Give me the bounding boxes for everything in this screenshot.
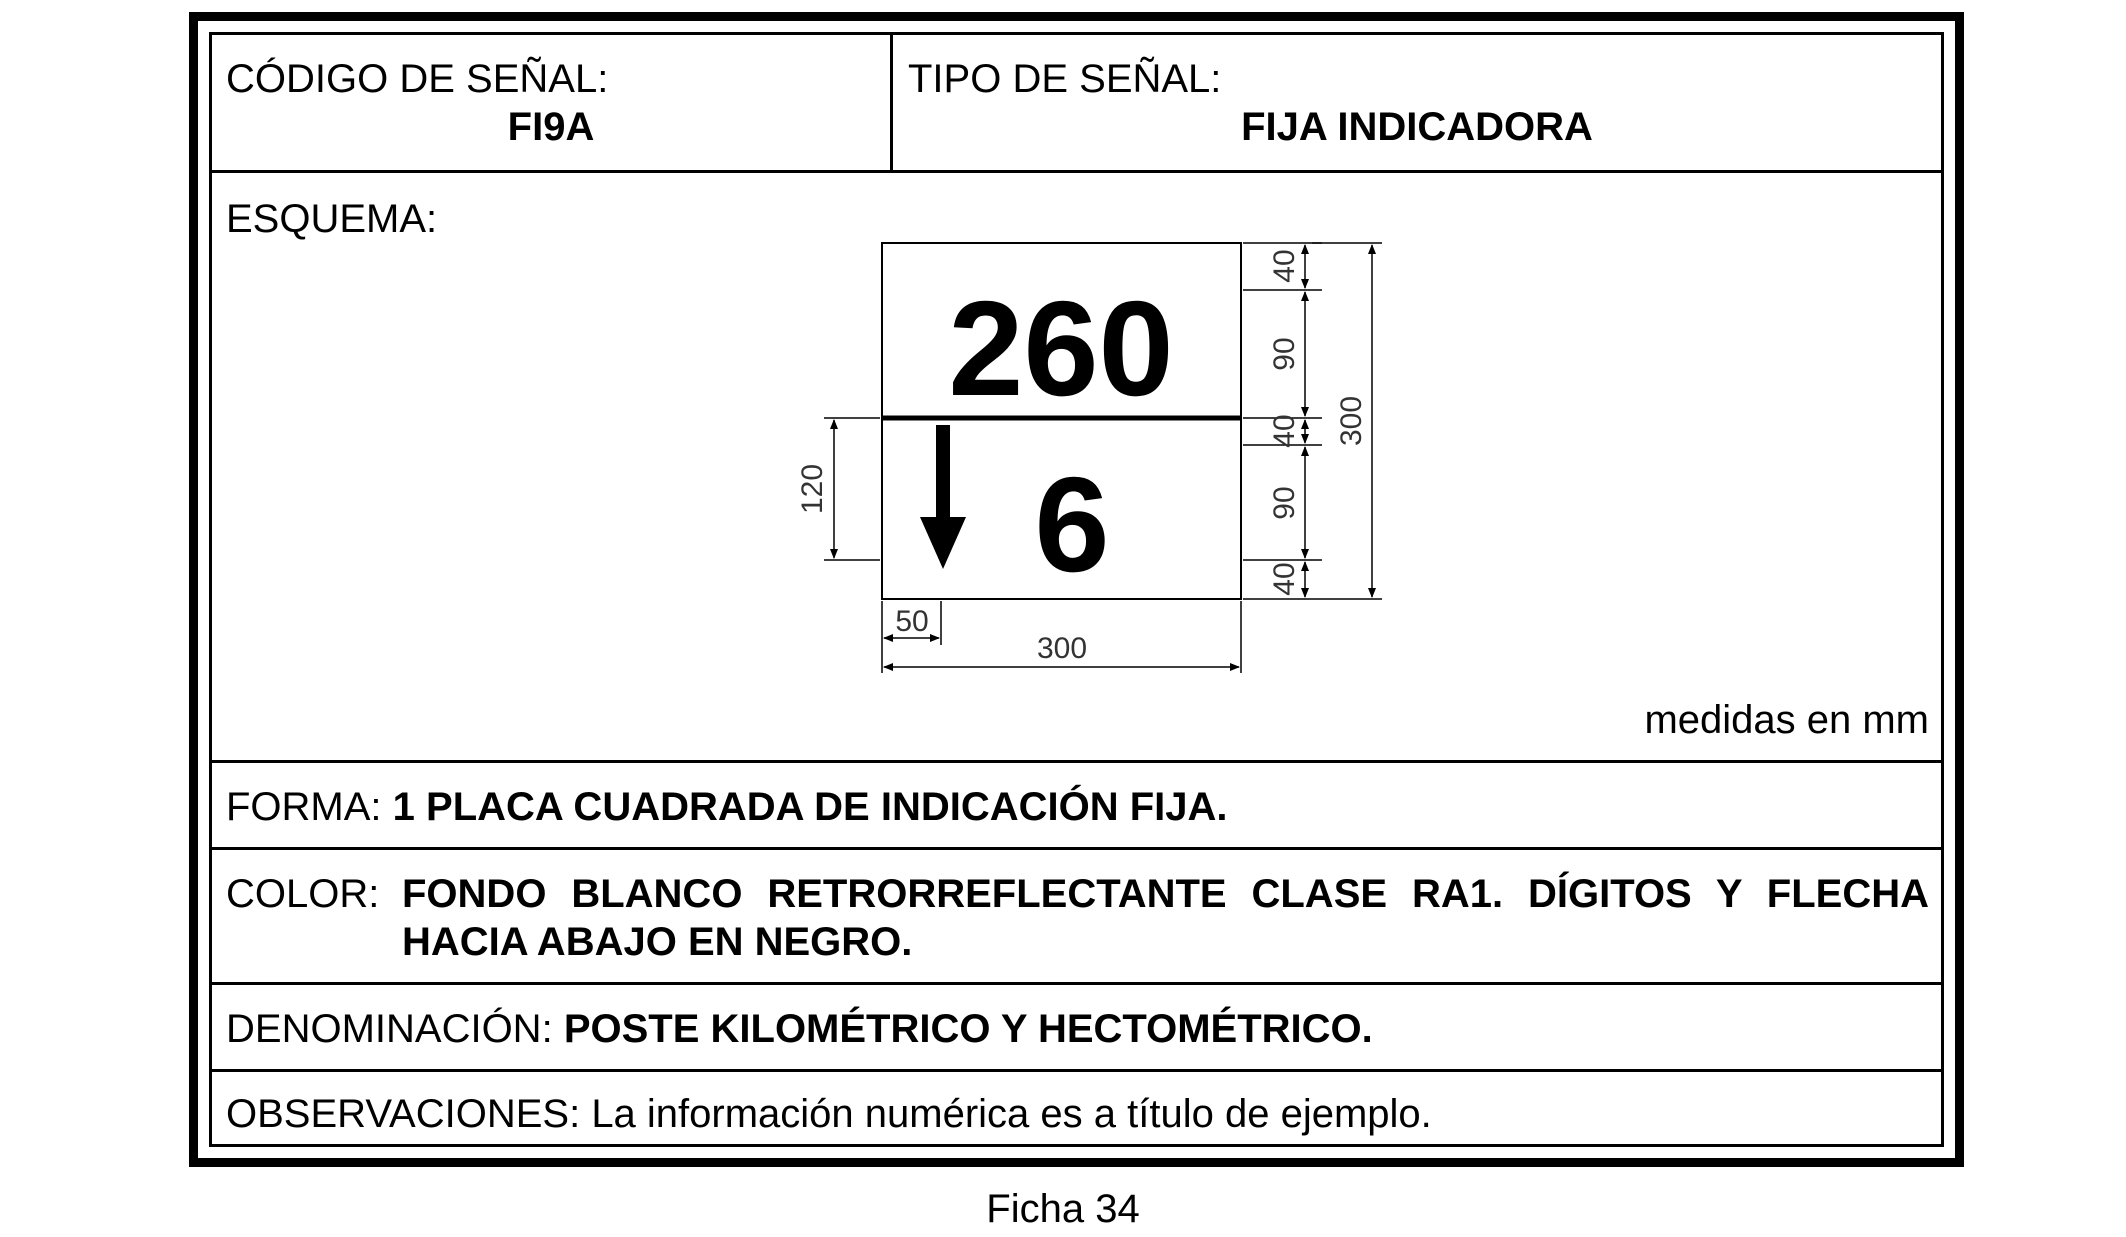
header-row — [212, 35, 1941, 173]
dim-segment-1: 40 — [1268, 249, 1301, 283]
esquema-label: ESQUEMA: — [226, 197, 438, 241]
denominacion-label: DENOMINACIÓN: — [226, 1007, 553, 1051]
codigo-label: CÓDIGO DE SEÑAL: — [226, 57, 609, 101]
tipo-cell — [893, 35, 1941, 170]
codigo-cell — [212, 35, 893, 170]
forma-value: 1 PLACA CUADRADA DE INDICACIÓN FIJA. — [392, 785, 1228, 829]
dim-segment-2: 90 — [1268, 337, 1301, 371]
tipo-value: FIJA INDICADORA — [1241, 105, 1593, 149]
dim-bottom-width: 300 — [1036, 632, 1088, 665]
observaciones-line — [226, 1090, 1432, 1138]
codigo-value: FI9A — [507, 105, 595, 149]
dim-right-total: 300 — [1335, 395, 1368, 447]
sign-record-card — [189, 12, 1964, 1167]
left-dimension-lines — [824, 418, 880, 560]
dim-left-height: 120 — [796, 463, 829, 515]
tipo-label: TIPO DE SEÑAL: — [908, 57, 1222, 101]
observaciones-value: La información numérica es a título de ejemplo. — [591, 1092, 1432, 1136]
footer-caption: Ficha 34 — [986, 1187, 1140, 1231]
denominacion-line — [226, 1005, 1373, 1053]
units-note: medidas en mm — [1644, 698, 1929, 742]
denominacion-value: POSTE KILOMÉTRICO Y HECTOMÉTRICO. — [563, 1007, 1373, 1051]
observaciones-row — [212, 1072, 1941, 1144]
dim-segment-3: 40 — [1268, 414, 1301, 448]
color-row — [212, 850, 1941, 985]
color-value: FONDO BLANCO RETRORREFLECTANTE CLASE RA1. DÍGITOS Y FLECHA HACIA ABAJO EN NEGRO. — [402, 872, 1929, 964]
dim-segment-5: 40 — [1268, 562, 1301, 596]
forma-row — [212, 763, 1941, 850]
sign-bottom-number: 6 — [1034, 449, 1110, 600]
denominacion-row — [212, 985, 1941, 1072]
sign-schematic-diagram — [212, 173, 1945, 760]
forma-line — [226, 783, 1228, 831]
sign-top-number: 260 — [948, 273, 1174, 424]
observaciones-label: OBSERVACIONES: — [226, 1092, 581, 1136]
dim-arrow-offset: 50 — [895, 605, 929, 638]
dim-segment-4: 90 — [1268, 486, 1301, 520]
color-label: COLOR: — [226, 872, 380, 916]
card-inner-border — [209, 32, 1944, 1147]
esquema-row — [212, 173, 1941, 763]
forma-label: FORMA: — [226, 785, 382, 829]
